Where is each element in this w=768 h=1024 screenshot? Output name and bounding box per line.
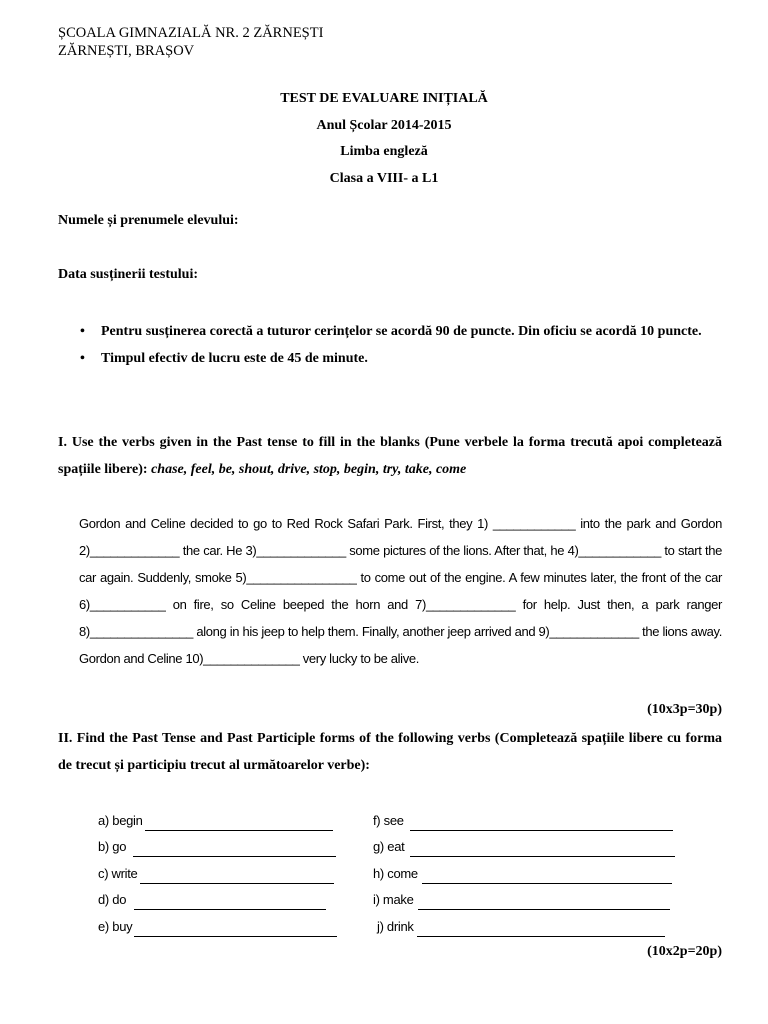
school-location: ZĂRNEȘTI, BRAȘOV [58,43,195,59]
verb-label: i) make [373,892,414,907]
verb-label: d) do [98,892,127,907]
verb-item [98,804,337,831]
answer-blank[interactable] [410,842,675,857]
subject: Limba engleză [340,144,428,159]
exercise-1-story: Gordon and Celine decided to go to Red Rock Safari Park. First, they 1) ____________ into the park and Gordon 2)_____________ the car. He 3)_____________ some pictures of the lions. After that, he 4)____________ to start the car again. Suddenly, smoke 5)________________ to come out of the engine. A few minutes later, the front of the car 6)___________ on fire, so Celine beeped the horn and 7)_____________ for help. Just then, a park ranger 8)_______________ along in his jeep to help them. Finally, another jeep arrived and 9)_____________ the lions away. Gordon and Celine 10)______________ very lucky to be alive. [79,516,722,666]
exercise-1-verb-list: chase, feel, be, shout, drive, stop, begin, try, take, come [151,462,467,477]
verb-label: b) go [98,839,127,854]
verb-item [98,884,337,911]
answer-blank[interactable] [140,869,334,884]
exercise-1-title [58,429,722,483]
verb-item [373,804,675,831]
answer-blank[interactable] [422,869,672,884]
exercise-2-title: II. Find the Past Tense and Past Participle forms of the following verbs (Completează spațiile libere cu forma de trecut și participiu trecut al următoarelor verbe): [58,731,722,773]
verb-column-left [98,804,337,937]
instruction-item: • Timpul efectiv de lucru este de 45 de minute. [58,345,722,372]
school-name: ȘCOALA GIMNAZIALĂ NR. 2 ZĂRNEȘTI [58,25,324,41]
verb-item [98,857,337,884]
answer-blank[interactable] [418,895,670,910]
school-heading [58,24,323,60]
verb-label: c) write [98,865,138,881]
verb-item [373,910,675,937]
test-title: TEST DE EVALUARE INIȚIALĂ [280,91,488,106]
verb-item [373,831,675,858]
verb-label: j) drink [377,918,414,934]
verb-item [373,884,675,911]
answer-blank[interactable] [134,895,326,910]
exercise-2-score: (10x2p=20p) [647,944,722,959]
class-level: Clasa a VIII- a L1 [329,170,439,186]
test-header [0,90,768,196]
instructions-list [58,318,722,372]
verb-label: h) come [373,865,418,881]
verb-column-right [373,804,675,937]
verb-item [373,857,675,884]
verb-label: e) buy [98,918,133,934]
answer-blank[interactable] [417,922,665,937]
school-year: Anul Școlar 2014-2015 [316,117,452,133]
exercise-1-score: (10x3p=30p) [647,702,722,717]
instruction-item: • Pentru susținerea corectă a tuturor cerințelor se acordă 90 de puncte. Din oficiu se acordă 10 puncte. [58,318,722,345]
verb-item [98,831,337,858]
verb-item [98,910,337,937]
verb-label: g) eat [373,839,405,854]
answer-blank[interactable] [133,842,336,857]
answer-blank[interactable] [134,922,337,937]
test-date-field: Data susținerii testului: [58,267,198,282]
exercise-1-instructions: I. Use the verbs given in the Past tense to fill in the blanks (Pune verbele la forma trecută apoi completează spațiile libere): [58,435,722,477]
verb-label: f) see [373,812,404,828]
answer-blank[interactable] [145,816,333,831]
student-name-field: Numele și prenumele elevului: [58,213,239,228]
verb-label: a) begin [98,812,143,828]
answer-blank[interactable] [410,816,673,831]
